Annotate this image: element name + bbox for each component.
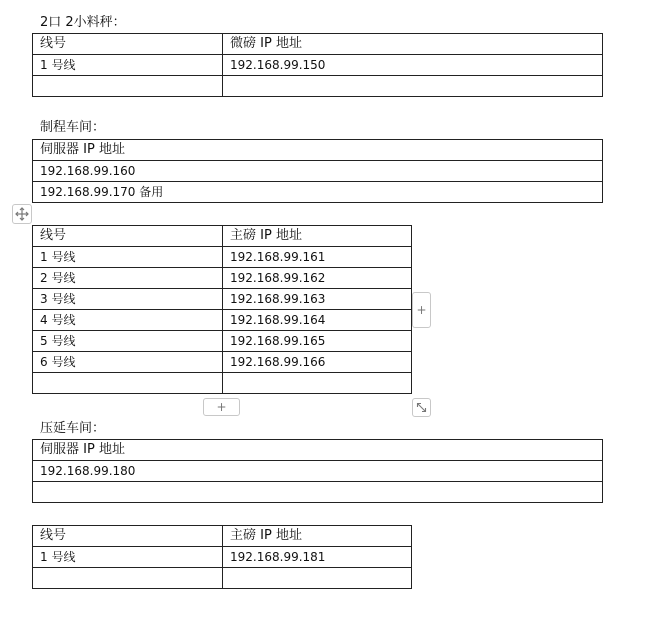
table-cell[interactable]: 5 号线 <box>33 331 223 352</box>
table-cell[interactable]: 1 号线 <box>33 547 223 568</box>
table-cell[interactable] <box>33 482 603 503</box>
process-line-table[interactable] <box>32 225 412 394</box>
resize-diagonal-icon[interactable] <box>412 398 431 417</box>
section-title-process: 制程车间： <box>40 120 106 135</box>
table-header-row <box>33 526 412 547</box>
table-cell[interactable]: 192.168.99.166 <box>223 352 412 373</box>
table-cell[interactable]: 3 号线 <box>33 289 223 310</box>
table-header-row <box>33 440 603 461</box>
section-title-press: 压延车间： <box>40 421 106 436</box>
table-row <box>33 568 412 589</box>
plus-icon: + <box>216 400 227 414</box>
table-cell[interactable] <box>223 568 412 589</box>
table-row <box>33 76 603 97</box>
scale-ip-table[interactable] <box>32 33 603 97</box>
plus-icon: + <box>416 303 427 317</box>
table-cell[interactable]: 192.168.99.160 <box>33 161 603 182</box>
add-column-button[interactable] <box>412 292 431 328</box>
table-row <box>33 373 412 394</box>
table-cell[interactable] <box>223 76 603 97</box>
table-row <box>33 247 412 268</box>
table-row <box>33 289 412 310</box>
table-cell[interactable] <box>223 373 412 394</box>
move-arrows-icon[interactable] <box>12 204 32 224</box>
table-cell[interactable]: 2 号线 <box>33 268 223 289</box>
table-row <box>33 310 412 331</box>
table-row <box>33 331 412 352</box>
header-cell-servo-ip[interactable]: 伺服器 IP 地址 <box>33 140 603 161</box>
press-servo-table[interactable] <box>32 439 603 503</box>
table-row <box>33 352 412 373</box>
table-row <box>33 547 412 568</box>
table-row <box>33 461 603 482</box>
table-row <box>33 55 603 76</box>
add-row-button[interactable] <box>203 398 240 416</box>
table-cell[interactable]: 192.168.99.161 <box>223 247 412 268</box>
table-row <box>33 268 412 289</box>
table-header-row <box>33 140 603 161</box>
table-cell[interactable]: 192.168.99.170 备用 <box>33 182 603 203</box>
table-cell[interactable]: 192.168.99.150 <box>223 55 603 76</box>
table-cell[interactable]: 192.168.99.164 <box>223 310 412 331</box>
table-cell[interactable]: 192.168.99.165 <box>223 331 412 352</box>
process-servo-table[interactable] <box>32 139 603 203</box>
table-row <box>33 182 603 203</box>
table-header-row <box>33 34 603 55</box>
table-cell[interactable]: 1 号线 <box>33 247 223 268</box>
table-row <box>33 482 603 503</box>
press-line-table[interactable] <box>32 525 412 589</box>
table-cell[interactable] <box>33 568 223 589</box>
section-title-scale: 2口 2小料秤： <box>40 15 126 30</box>
header-cell-servo-ip[interactable]: 伺服器 IP 地址 <box>33 440 603 461</box>
table-cell[interactable]: 4 号线 <box>33 310 223 331</box>
table-cell[interactable] <box>33 76 223 97</box>
table-cell[interactable]: 192.168.99.162 <box>223 268 412 289</box>
header-cell-main-ip[interactable]: 主磅 IP 地址 <box>223 526 412 547</box>
table-header-row <box>33 226 412 247</box>
table-cell[interactable]: 192.168.99.181 <box>223 547 412 568</box>
header-cell-ip[interactable]: 微磅 IP 地址 <box>223 34 603 55</box>
table-cell[interactable]: 6 号线 <box>33 352 223 373</box>
header-cell-line[interactable]: 线号 <box>33 226 223 247</box>
table-cell[interactable] <box>33 373 223 394</box>
header-cell-main-ip[interactable]: 主磅 IP 地址 <box>223 226 412 247</box>
table-cell[interactable]: 1 号线 <box>33 55 223 76</box>
header-cell-line[interactable]: 线号 <box>33 34 223 55</box>
header-cell-line[interactable]: 线号 <box>33 526 223 547</box>
table-cell[interactable]: 192.168.99.180 <box>33 461 603 482</box>
table-cell[interactable]: 192.168.99.163 <box>223 289 412 310</box>
table-row <box>33 161 603 182</box>
